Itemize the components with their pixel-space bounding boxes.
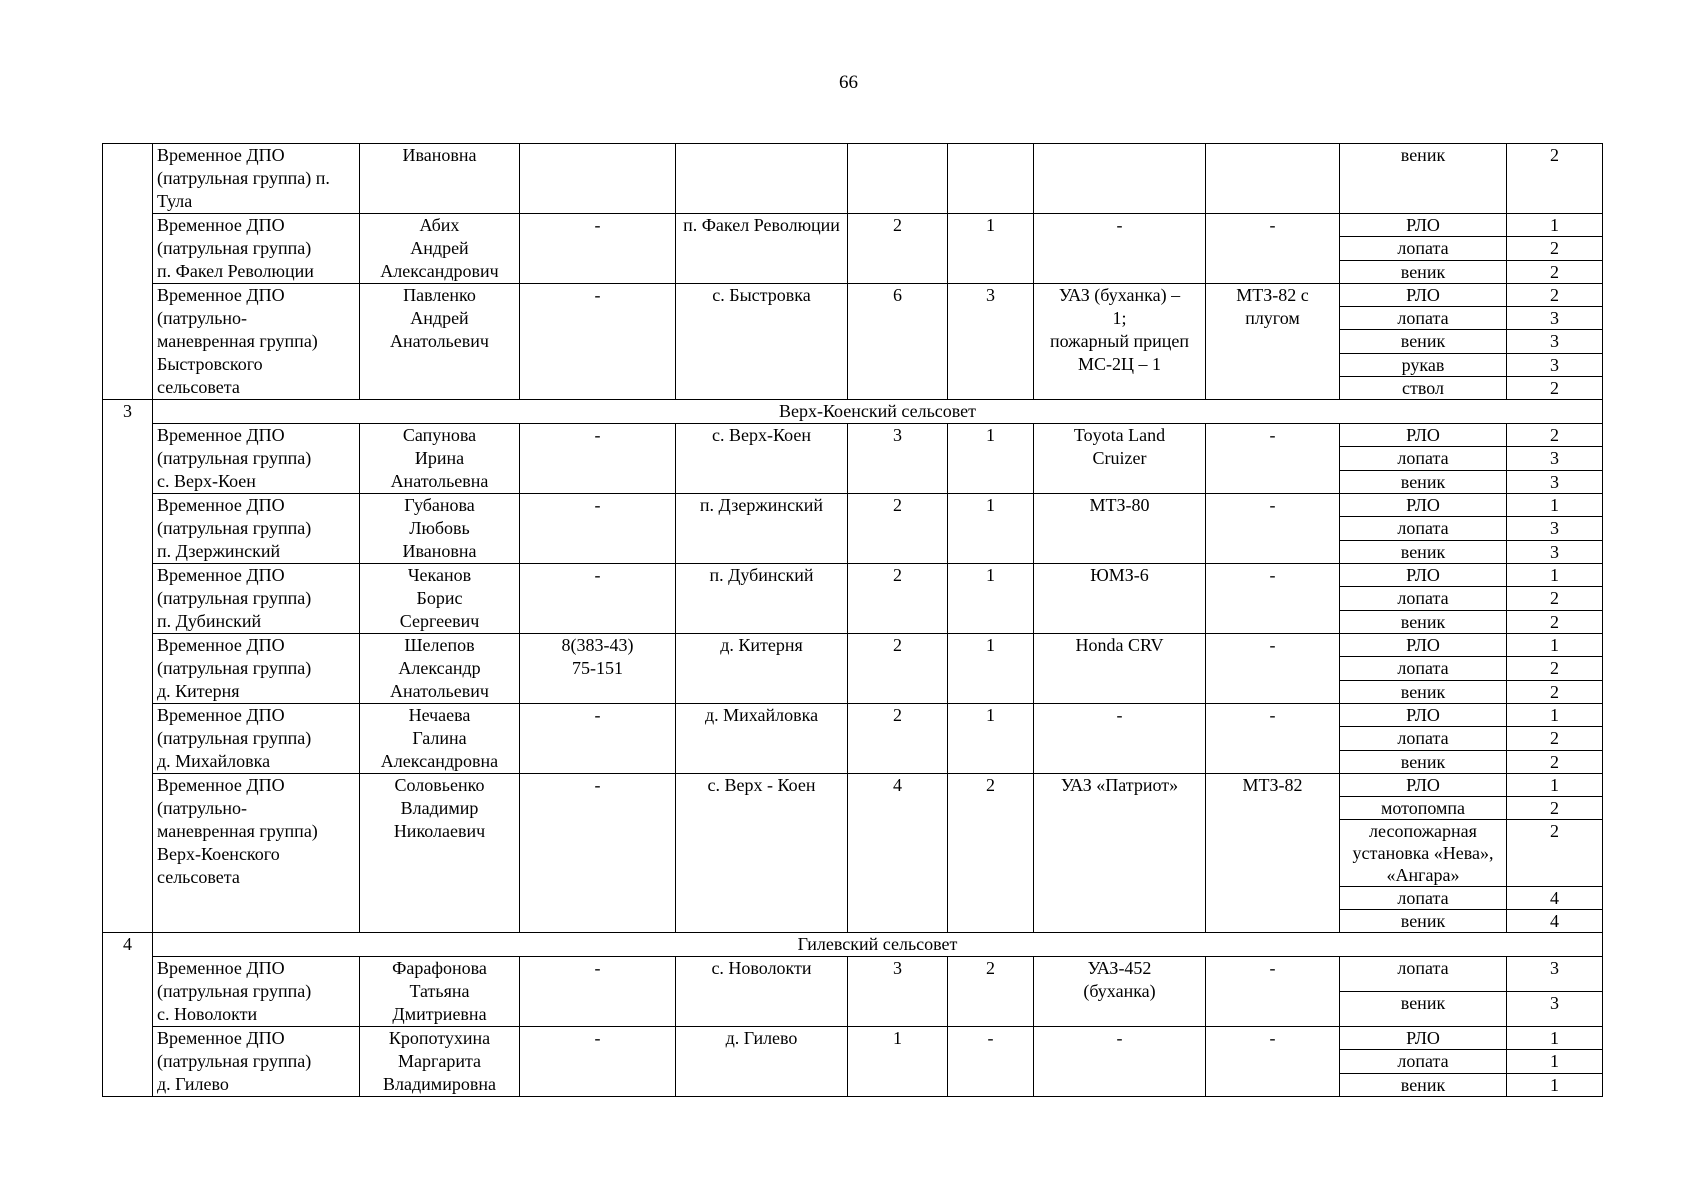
head-name [360,144,520,214]
equipment-qty: 3 [1507,992,1603,1027]
equipment-item: веник [1340,750,1507,773]
tractors-line: - [1269,635,1276,655]
phone [520,564,676,634]
head-name-line: Дмитриевна [392,1004,487,1024]
equipment-qty: 1 [1507,634,1603,657]
table-row [103,424,1603,447]
location [676,144,848,214]
unit-name [153,494,360,564]
unit-name-line: сельсовета [157,867,240,887]
unit-name-line: Временное ДПО [157,215,285,235]
equipment-qty: 3 [1507,517,1603,540]
unit-name-line: д. Китерня [157,681,240,701]
equipment-item: веник [1340,260,1507,283]
equipment-qty: 2 [1507,260,1603,283]
tractors [1206,144,1340,214]
vehicles [1034,957,1206,1027]
unit-name [153,704,360,774]
head-name-line: Чеканов [407,565,472,585]
people-count [848,144,948,214]
unit-name-line: п. Дзержинский [157,541,281,561]
unit-name [153,774,360,933]
unit-name-line: (патрульно- [157,308,248,328]
unit-name-line: (патрульная группа) [157,1051,312,1071]
vehicles-line: - [1116,1028,1123,1048]
equipment-qty: 3 [1507,330,1603,353]
vehicles [1034,1027,1206,1097]
phone [520,284,676,400]
head-name [360,634,520,704]
head-name-line: Абих [419,215,460,235]
vehicles-line: УАЗ «Патриот» [1060,775,1179,795]
head-name [360,424,520,494]
equipment-item: лопата [1340,587,1507,610]
equipment-qty: 2 [1507,727,1603,750]
vehicles [1034,774,1206,933]
location: с. Верх - Коен [676,774,848,933]
tech-count: 2 [948,957,1034,1027]
equipment-qty: 3 [1507,307,1603,330]
phone-line: - [594,285,601,305]
location: п. Дзержинский [676,494,848,564]
phone-line: - [594,495,601,515]
tech-count: 2 [948,774,1034,933]
equipment-item: РЛО [1340,704,1507,727]
equipment-item: РЛО [1340,424,1507,447]
people-count: 2 [848,494,948,564]
head-name-line: Любовь [409,518,470,538]
location: д. Гилево [676,1027,848,1097]
table-row [103,774,1603,797]
head-name-line: Андрей [410,238,469,258]
equipment-qty: 4 [1507,887,1603,910]
tech-count: 1 [948,634,1034,704]
equipment-item: лопата [1340,237,1507,260]
tractors [1206,957,1340,1027]
people-count: 2 [848,704,948,774]
head-name-line: Владимир [400,798,479,818]
head-name-line: Анатольевич [390,331,489,351]
equipment-qty: 2 [1507,680,1603,703]
equipment-item: рукав [1340,353,1507,376]
head-name-line: Ивановна [402,145,477,165]
phone-line: 75-151 [572,658,623,678]
phone-line: - [594,425,601,445]
unit-name-line: п. Факел Революции [157,261,314,281]
tractors [1206,1027,1340,1097]
tech-count: 1 [948,704,1034,774]
tractors [1206,564,1340,634]
vehicles-line: - [1116,215,1123,235]
head-name [360,284,520,400]
unit-name-line: (патрульная группа) [157,518,312,538]
head-name-line: Павленко [403,285,476,305]
head-name-line: Маргарита [397,1051,482,1071]
unit-name [153,424,360,494]
equipment-qty: 2 [1507,750,1603,773]
equipment-item: РЛО [1340,774,1507,797]
equipment-item: веник [1340,470,1507,493]
vehicles [1034,424,1206,494]
unit-name-line: (патрульная группа) [157,238,312,258]
phone-line: - [594,705,601,725]
head-name [360,704,520,774]
fire-units-table [102,143,1603,1097]
unit-name [153,214,360,284]
equipment-item: лопата [1340,307,1507,330]
vehicles-line: Toyota Land [1073,425,1166,445]
head-name [360,564,520,634]
equipment-qty: 2 [1507,610,1603,633]
people-count: 2 [848,214,948,284]
unit-name-line: Временное ДПО [157,635,285,655]
head-name-line: Ивановна [402,541,477,561]
equipment-item: РЛО [1340,214,1507,237]
phone [520,424,676,494]
equipment-item: веник [1340,330,1507,353]
unit-name [153,144,360,214]
head-name [360,214,520,284]
vehicles [1034,704,1206,774]
head-name [360,774,520,933]
equipment-item: веник [1340,1073,1507,1096]
location: д. Михайловка [676,704,848,774]
equipment-item: веник [1340,992,1507,1027]
table-row [103,564,1603,587]
vehicles [1034,564,1206,634]
people-count: 2 [848,564,948,634]
tractors-line: плугом [1245,308,1300,328]
tech-count: 1 [948,564,1034,634]
section-header-row [103,933,1603,957]
equipment-qty: 3 [1507,470,1603,493]
equipment-item: лопата [1340,657,1507,680]
head-name-line: Александр [398,658,481,678]
unit-name-line: Быстровского [157,354,263,374]
head-name-line: Губанова [404,495,475,515]
section-title: Гилевский сельсовет [153,933,1603,957]
tractors [1206,494,1340,564]
equipment-qty: 2 [1507,797,1603,820]
equipment-qty: 2 [1507,587,1603,610]
tractors [1206,704,1340,774]
equipment-item: лопата [1340,887,1507,910]
equipment-item: лопата [1340,447,1507,470]
equipment-qty: 2 [1507,144,1603,214]
unit-name-line: (патрульно- [157,798,248,818]
table-row [103,1027,1603,1050]
tractors-line: МТЗ-82 с [1236,285,1309,305]
equipment-qty: 3 [1507,540,1603,563]
unit-name-line: Временное ДПО [157,495,285,515]
equipment-item: ствол [1340,376,1507,399]
tech-count: - [948,1027,1034,1097]
equipment-item: РЛО [1340,564,1507,587]
equipment-qty: 2 [1507,820,1603,887]
unit-name-line: (патрульная группа) [157,658,312,678]
unit-name-line: Временное ДПО [157,285,285,305]
unit-name [153,1027,360,1097]
vehicles-line: 1; [1112,308,1127,328]
section-header-row [103,400,1603,424]
phone [520,494,676,564]
location: п. Факел Революции [676,214,848,284]
head-name [360,1027,520,1097]
unit-name-line: с. Верх-Коен [157,471,256,491]
vehicles-line: ЮМЗ-6 [1090,565,1149,585]
vehicles [1034,494,1206,564]
tech-count: 1 [948,214,1034,284]
phone [520,214,676,284]
unit-name [153,564,360,634]
table-row [103,634,1603,657]
unit-name-line: Временное ДПО [157,775,285,795]
vehicles [1034,214,1206,284]
equipment-item: веник [1340,144,1507,214]
phone [520,704,676,774]
phone-line: - [594,215,601,235]
head-name-line: Борис [416,588,463,608]
vehicles [1034,284,1206,400]
equipment-item: РЛО [1340,494,1507,517]
tech-count: 3 [948,284,1034,400]
head-name-line: Соловьенко [394,775,485,795]
equipment-qty: 2 [1507,237,1603,260]
tractors [1206,774,1340,933]
head-name-line: Шелепов [404,635,475,655]
head-name-line: Александрович [380,261,499,281]
unit-name-line: Временное ДПО [157,145,285,165]
vehicles-line: Honda CRV [1075,635,1164,655]
unit-name-line: Временное ДПО [157,1028,285,1048]
unit-name [153,957,360,1027]
equipment-qty: 1 [1507,494,1603,517]
head-name-line: Александровна [380,751,499,771]
equipment-qty: 4 [1507,910,1603,933]
tractors-line: - [1269,705,1276,725]
location: д. Китерня [676,634,848,704]
head-name-line: Нечаева [408,705,471,725]
unit-name-line: (патрульная группа) [157,981,312,1001]
equipment-item: лопата [1340,517,1507,540]
people-count: 3 [848,957,948,1027]
equipment-item: лопата [1340,727,1507,750]
vehicles-line: - [1116,705,1123,725]
location: п. Дубинский [676,564,848,634]
vehicles [1034,144,1206,214]
equipment-qty: 3 [1507,447,1603,470]
section-number: 4 [103,933,153,1097]
table-row [103,957,1603,992]
equipment-item: веник [1340,610,1507,633]
unit-name-line: маневренная группа) [157,821,318,841]
equipment-qty: 1 [1507,1073,1603,1096]
unit-name-line: Временное ДПО [157,425,285,445]
tractors-line: - [1269,565,1276,585]
unit-name-line: (патрульная группа) п. [157,168,330,188]
head-name-line: Сапунова [402,425,477,445]
unit-name [153,284,360,400]
equipment-item: веник [1340,540,1507,563]
location: с. Быстровка [676,284,848,400]
location: с. Новолокти [676,957,848,1027]
head-name-line: Татьяна [409,981,470,1001]
table-row [103,144,1603,214]
phone [520,144,676,214]
equipment-qty: 1 [1507,704,1603,727]
equipment-qty: 1 [1507,1027,1603,1050]
phone-line: 8(383-43) [561,635,634,655]
tractors-line: - [1269,495,1276,515]
equipment-qty: 1 [1507,1050,1603,1073]
unit-name-line: (патрульная группа) [157,728,312,748]
head-name-line: Сергеевич [399,611,480,631]
head-name-line: Владимировна [383,1074,496,1094]
equipment-qty: 3 [1507,353,1603,376]
section-number: 3 [103,400,153,933]
equipment-qty: 2 [1507,376,1603,399]
phone [520,1027,676,1097]
people-count: 2 [848,634,948,704]
phone [520,774,676,933]
unit-name-line: маневренная группа) [157,331,318,351]
equipment-item: веник [1340,680,1507,703]
head-name-line: Ирина [414,448,465,468]
tractors [1206,214,1340,284]
unit-name-line: (патрульная группа) [157,448,312,468]
equipment-qty: 1 [1507,214,1603,237]
people-count: 6 [848,284,948,400]
head-name [360,494,520,564]
tractors-line: - [1269,425,1276,445]
equipment-qty: 2 [1507,424,1603,447]
equipment-item: лесопожарная установка «Нева», «Ангара» [1340,820,1507,887]
vehicles [1034,634,1206,704]
table-row [103,214,1603,237]
vehicles-line: пожарный прицеп [1050,331,1189,351]
unit-name-line: с. Новолокти [157,1004,258,1024]
phone-line: - [594,1028,601,1048]
head-name-line: Андрей [410,308,469,328]
tractors-line: - [1269,1028,1276,1048]
section-title: Верх-Коенский сельсовет [153,400,1603,424]
phone [520,634,676,704]
unit-name-line: (патрульная группа) [157,588,312,608]
equipment-item: лопата [1340,957,1507,992]
unit-name [153,634,360,704]
tech-count: 1 [948,424,1034,494]
tech-count [948,144,1034,214]
equipment-qty: 2 [1507,657,1603,680]
equipment-item: веник [1340,910,1507,933]
unit-name-line: Временное ДПО [157,958,285,978]
vehicles-line: УАЗ-452 [1087,958,1152,978]
head-name-line: Фарафонова [392,958,487,978]
vehicles-line: (буханка) [1083,981,1156,1001]
tractors [1206,424,1340,494]
tractors [1206,634,1340,704]
head-name-line: Николаевич [393,821,486,841]
phone [520,957,676,1027]
tractors [1206,284,1340,400]
unit-name-line: д. Гилево [157,1074,229,1094]
tech-count: 1 [948,494,1034,564]
tractors-line: МТЗ-82 [1242,775,1303,795]
vehicles-line: Cruizer [1092,448,1147,468]
head-name-line: Анатольевич [390,681,489,701]
vehicles-line: МТЗ-80 [1089,495,1150,515]
section-number [103,144,153,400]
equipment-item: РЛО [1340,1027,1507,1050]
table-row [103,284,1603,307]
tractors-line: - [1269,215,1276,235]
unit-name-line: д. Михайловка [157,751,271,771]
head-name-line: Кропотухина [388,1028,491,1048]
unit-name-line: сельсовета [157,377,240,397]
equipment-qty: 2 [1507,284,1603,307]
vehicles-line: УАЗ (буханка) – [1058,285,1181,305]
unit-name-line: Временное ДПО [157,565,285,585]
phone-line: - [594,775,601,795]
unit-name-line: Тула [157,191,193,211]
equipment-qty: 1 [1507,774,1603,797]
unit-name-line: п. Дубинский [157,611,262,631]
unit-name-line: Временное ДПО [157,705,285,725]
location: с. Верх-Коен [676,424,848,494]
table-row [103,494,1603,517]
people-count: 1 [848,1027,948,1097]
people-count: 3 [848,424,948,494]
head-name-line: Галина [412,728,467,748]
equipment-item: мотопомпа [1340,797,1507,820]
unit-name-line: Верх-Коенского [157,844,280,864]
equipment-item: РЛО [1340,284,1507,307]
table-row [103,704,1603,727]
equipment-item: лопата [1340,1050,1507,1073]
tractors-line: - [1269,958,1276,978]
people-count: 4 [848,774,948,933]
page-number: 66 [839,72,858,93]
equipment-item: РЛО [1340,634,1507,657]
head-name [360,957,520,1027]
equipment-qty: 1 [1507,564,1603,587]
vehicles-line: МС-2Ц – 1 [1077,354,1161,374]
head-name-line: Анатольевна [390,471,489,491]
phone-line: - [594,958,601,978]
phone-line: - [594,565,601,585]
equipment-qty: 3 [1507,957,1603,992]
